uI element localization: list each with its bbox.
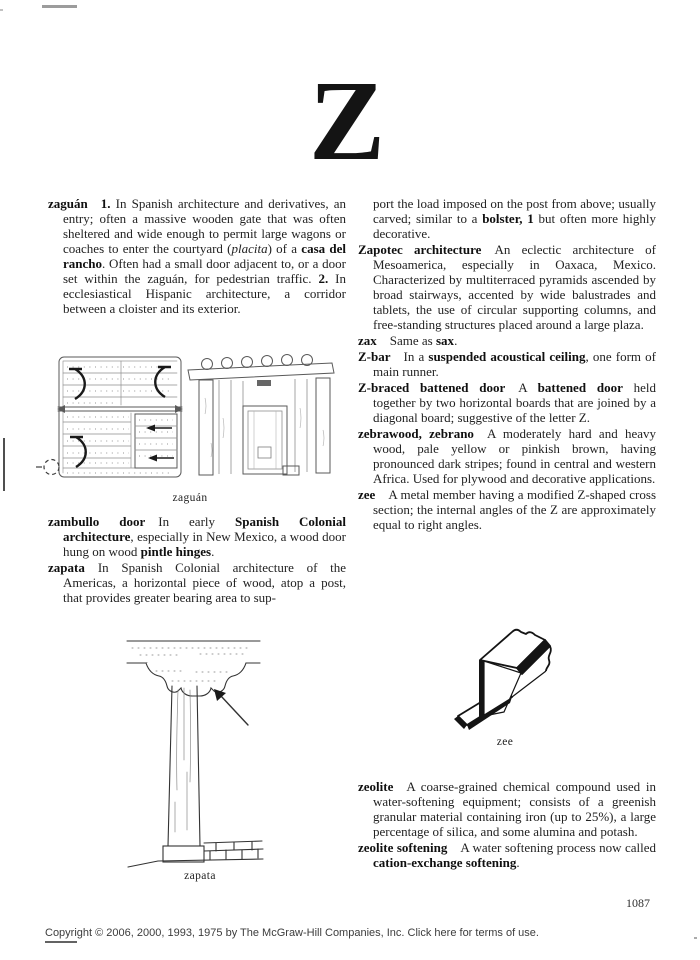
copyright-underline-stub bbox=[45, 941, 77, 943]
entry-zebrawood-zebrano: zebrawood, zebrano A moderately hard and heavy wood, pale yellow or pinkish brown, having pronounced dark stripes; found in central and western Africa. Used for plywood and decorative applications. bbox=[358, 426, 656, 486]
zaguan-illustration bbox=[45, 348, 335, 490]
entry-z-braced-battened-door: Z-braced battened door A battened door held together by two horizontal boards that are joined by a diagonal board; suggestive of the letter Z. bbox=[358, 380, 657, 425]
detail-callout-circle bbox=[36, 460, 59, 475]
scan-artifact-speck-right bbox=[694, 937, 697, 939]
scan-artifact-bar bbox=[42, 5, 77, 8]
zee-illustration bbox=[450, 620, 560, 734]
entry-zapata-continuation: port the load imposed on the post from above; usually carved; similar to a bolster, 1 but often more highly decorative. bbox=[373, 196, 656, 241]
pointer-arrow bbox=[221, 696, 248, 725]
page-number: 1087 bbox=[626, 896, 650, 910]
entry-zambullo-door: zambullo door In early Spanish Colonial architecture, especially in New Mexico, a wood door hung on wood pintle hinges. bbox=[48, 514, 346, 559]
entry-zeolite: zeolite A coarse-grained chemical compound used in water-softening equipment; consists of a greenish granular material containing iron (up to 25%), a large percentage of silica, and some alumina and potash. bbox=[358, 779, 656, 839]
figure-zaguan bbox=[45, 348, 335, 504]
figure-zapata bbox=[100, 630, 300, 882]
entry-zaguan: zaguán 1. In Spanish architecture and derivatives, an entry; often a massive wooden gate that was often sheltered and wide enough to permit large wagons or coaches to enter the courtyard (placita) of a casa del rancho. Often had a small door adjacent to, or a door set within the zaguán, for pedestrian traffic. 2. In ecclesiastical Hispanic architecture, a corridor between a cloister and its exterior. bbox=[48, 196, 346, 316]
entry-zeolite-softening: zeolite softening A water softening process now called cation-exchange softening. bbox=[358, 840, 657, 870]
left-column-middle bbox=[48, 514, 346, 605]
section-letter: Z bbox=[308, 57, 386, 184]
figure-zee bbox=[450, 620, 560, 748]
figure-caption-zaguan: zaguán bbox=[172, 492, 208, 504]
zapata-illustration bbox=[100, 630, 300, 868]
entry-zax: zax Same as sax. bbox=[358, 333, 458, 348]
right-column-bottom bbox=[358, 779, 656, 870]
figure-caption-zee: zee bbox=[496, 736, 514, 748]
right-column-top bbox=[358, 196, 656, 532]
entry-zapotec-architecture: Zapotec architecture An eclectic architecture of Mesoamerica, especially in Oaxaca, Mexico. Characterized by multiterraced pyramids ascended by broad stairways, accented by wide balustrades and tablets, the use of circular supporting columns, and free-standing structures placed around a large plaza. bbox=[358, 242, 657, 332]
scan-artifact-speck-topleft bbox=[0, 9, 3, 11]
entry-zapata: zapata In Spanish Colonial architecture of the Americas, a horizontal piece of wood, atop a post, that provides greater bearing area to sup- bbox=[48, 560, 346, 605]
left-column-top bbox=[48, 196, 346, 316]
entry-zee: zee A metal member having a modified Z-shaped cross section; the internal angles of the Z are approximately equal to right angles. bbox=[358, 487, 656, 532]
scan-artifact-line-left bbox=[3, 438, 5, 491]
copyright-line bbox=[45, 927, 685, 939]
entry-z-bar: Z-bar In a suspended acoustical ceiling, one form of main runner. bbox=[358, 349, 657, 379]
figure-caption-zapata: zapata bbox=[184, 870, 216, 882]
copyright-text: Copyright © 2006, 2000, 1993, 1975 by The McGraw-Hill Companies, Inc. bbox=[45, 927, 408, 939]
terms-of-use-link[interactable]: Click here for terms of use. bbox=[407, 927, 539, 939]
